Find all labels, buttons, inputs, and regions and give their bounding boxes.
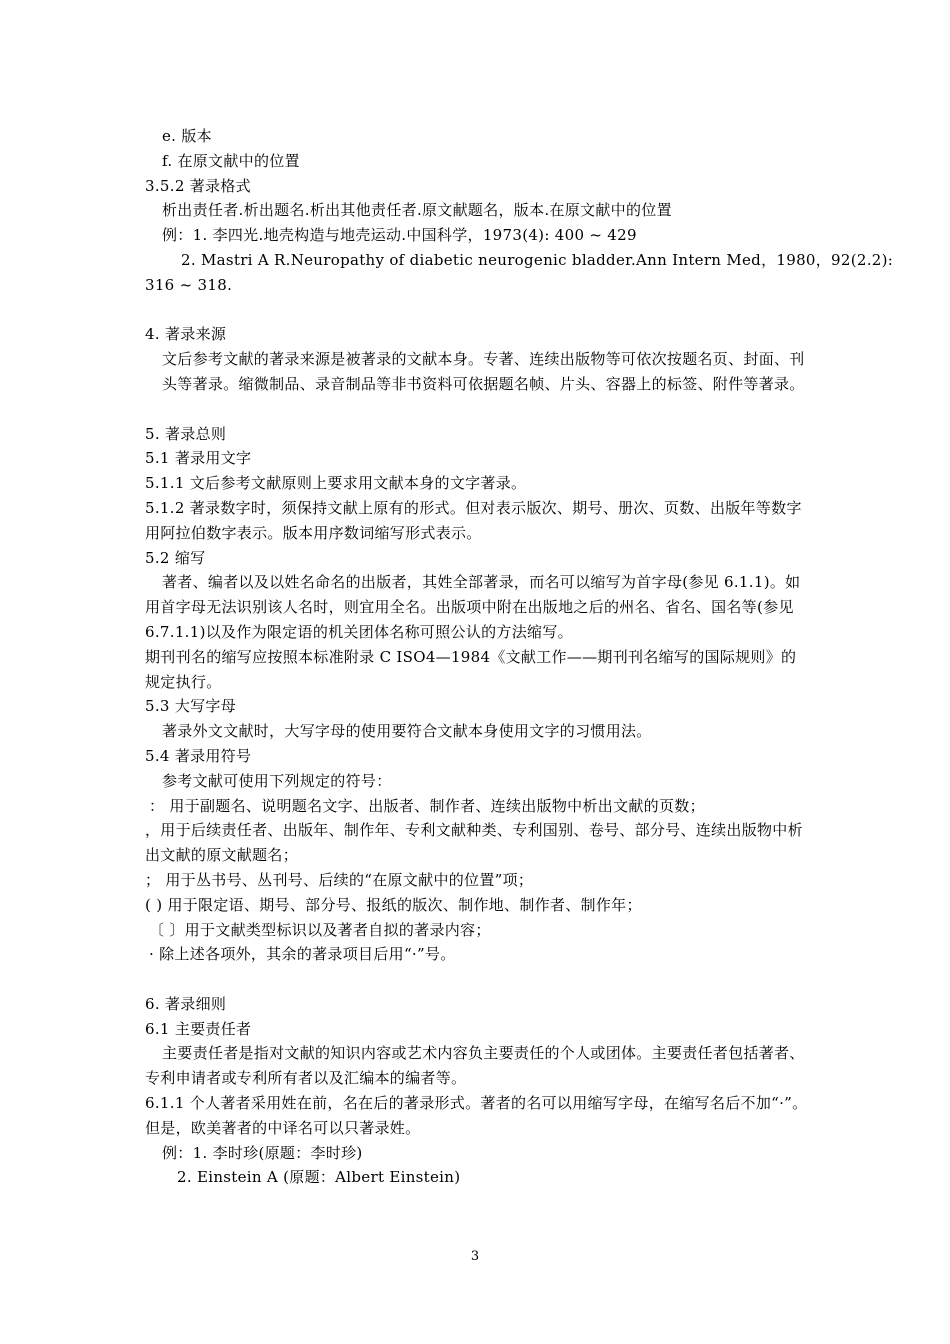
section-heading: 5.1 著录用文字 (145, 449, 252, 468)
section-heading: 4. 著录来源 (145, 325, 227, 344)
paragraph: 期刊刊名的缩写应按照本标准附录 C ISO4—1984《文献工作——期刊刊名缩写的国际规则》的规定执行。 (145, 647, 797, 691)
symbol-rule: 〔 〕用于文献类型标识以及著者自拟的著录内容； (149, 920, 491, 939)
paragraph: 主要责任者是指对文献的知识内容或艺术内容负主要责任的个人或团体。主要责任者包括著者、专利申请者或专利所有者以及汇编本的编者等。 (145, 1044, 805, 1088)
example-line: 2. Mastri A R.Neuropathy of diabetic neurogenic bladder.Ann Intern Med，1980，92(2.2): (181, 250, 894, 269)
section-heading: 5. 著录总则 (145, 424, 227, 443)
paragraph: 著录外文文献时，大写字母的使用要符合文献本身使用文字的习惯用法。 (162, 722, 652, 741)
symbol-rule: ； 用于丛书号、丛刊号、后续的“在原文献中的位置”项； (145, 870, 534, 889)
example-line: 例：1. 李四光.地壳构造与地壳运动.中国科学，1973(4): 400 ~ 429 (162, 226, 637, 245)
paragraph: 5.1.2 著录数字时，须保持文献上原有的形式。但对表示版次、期号、册次、页数、出版年等数字用阿拉伯数字表示。版本用序数词缩写形式表示。 (145, 498, 802, 542)
section-heading: 6.1 主要责任者 (145, 1019, 252, 1038)
section-heading: 5.3 大写字母 (145, 697, 237, 716)
section-heading: 3.5.2 著录格式 (145, 176, 251, 195)
section-heading: 5.4 著录用符号 (145, 746, 252, 765)
example-line: 2. Einstein A (原题：Albert Einstein) (177, 1168, 461, 1187)
list-item: e. 版本 (162, 127, 212, 145)
section-heading: 5.2 缩写 (145, 548, 206, 567)
paragraph: 著者、编者以及以姓名命名的出版者，其姓全部著录，而名可以缩写为首字母(参见 6.1.1)。如用首字母无法识别该人名时，则宜用全名。出版项中附在出版地之后的州名、省名、国名等(参见 6.7.1.1)以及作为限定语的机关团体名称可照公认的方法缩写。 (145, 573, 801, 641)
symbol-rule: ，用于后续责任者、出版年、制作年、专利文献种类、专利国别、卷号、部分号、连续出版物中析出文献的原文献题名； (145, 821, 803, 865)
document-body (145, 124, 894, 1190)
paragraph: 6.1.1 个人著者采用姓在前，名在后的著录形式。著者的名可以用缩写字母，在缩写名后不加“·”。但是，欧美著者的中译名可以只著录姓。 (145, 1094, 808, 1137)
paragraph: 文后参考文献的著录来源是被著录的文献本身。专著、连续出版物等可依次按题名页、封面、刊头等著录。缩微制品、录音制品等非书资料可依据题名帧、片头、容器上的标签、附件等著录。 (162, 350, 805, 393)
page-number: 3 (470, 1249, 480, 1264)
list-item: f. 在原文献中的位置 (162, 151, 300, 170)
example-line: 例：1. 李时珍(原题：李时珍) (162, 1143, 363, 1162)
section-heading: 6. 著录细则 (145, 994, 227, 1013)
paragraph: 参考文献可使用下列规定的符号： (162, 771, 392, 790)
example-line: 316 ~ 318. (145, 275, 233, 294)
symbol-rule: · 除上述各项外，其余的著录项目后用“·”号。 (149, 945, 456, 964)
paragraph: 析出责任者.析出题名.析出其他责任者.原文献题名，版本.在原文献中的位置 (162, 201, 672, 220)
paragraph: 5.1.1 文后参考文献原则上要求用文献本身的文字著录。 (145, 474, 527, 493)
symbol-rule: ： 用于副题名、说明题名文字、出版者、制作者、连续出版物中析出文献的页数； (149, 796, 705, 815)
symbol-rule: ( ) 用于限定语、期号、部分号、报纸的版次、制作地、制作者、制作年； (145, 895, 642, 914)
